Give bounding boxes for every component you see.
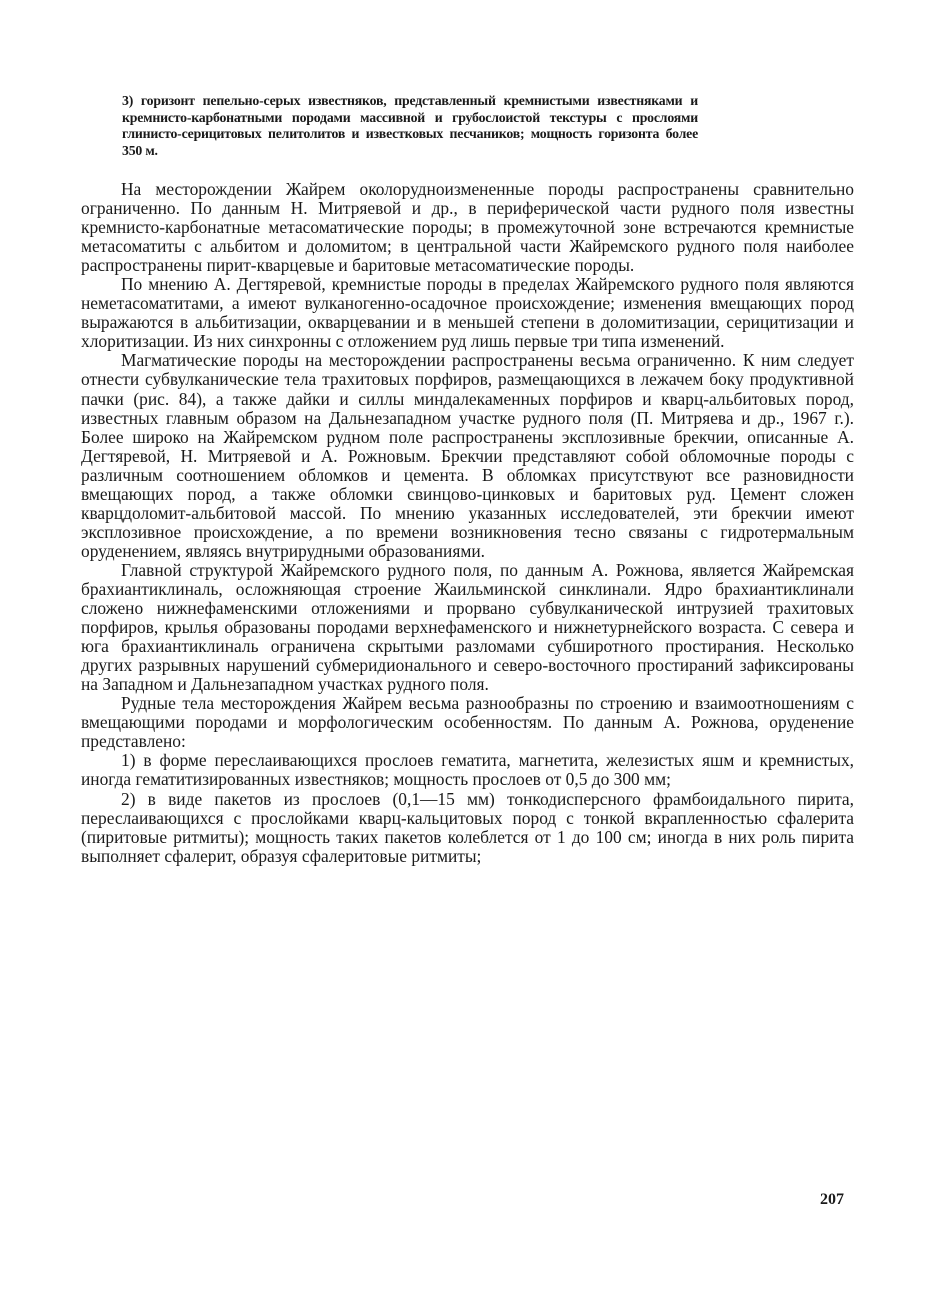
footnote-horizon-3: 3) горизонт пепельно-серых известняков, представленный кремнистыми известняками и кремнисто-карбонатными породами массивной и грубослоистой текстуры с прослоями глинисто-серицитовых пелитолитов и известковых песчаников; мощность горизонта более 350 м. xyxy=(122,93,698,158)
paragraph-degtyareva-opinion: По мнению А. Дегтяревой, кремнистые породы в пределах Жайремского рудного поля являются неметасоматитами, а имеют вулканогенно-осадочное происхождение; изменения вмещающих пород выражаются в альбитизации, окварцевании и в меньшей степени в доломитизации, серицитизации и хлоритизации. Из них синхронны с отложением руд лишь первые три типа изменений. xyxy=(81,274,854,352)
paragraph-magmatic-rocks: Магматические породы на месторождении распространены весьма ограниченно. К ним следует отнести субвулканические тела трахитовых порфиров, размещающихся в лежачем боку продуктивной пачки (рис. 84), а также дайки и силлы миндалекаменных порфиров и кварц-альбитовых пород, известных главным образом на Дальнезападном участке рудного поля (П. Митряева и др., 1967 г.). Более широко на Жайремском рудном поле распространены эксплозивные брекчии, описанные А. Дегтяревой, Н. Митряевой и А. Рожновым. Брекчии представляют собой обломочные породы с различным соотношением обломков и цемента. В обломках присутствуют все разновидности вмещающих пород, а также обломки свинцово-цинковых и баритовых руд. Цемент сложен кварцдоломит-альбитовой массой. По мнению указанных исследователей, эти брекчии имеют эксплозивное происхождение, а по времени возникновения тесно связаны с гидротермальным оруденением, являясь внутрирудными образованиями. xyxy=(81,350,854,561)
main-text xyxy=(81,180,854,866)
paragraph-alteration: На месторождении Жайрем околорудноизмененные породы распространены сравнительно ограниченно. По данным Н. Митряевой и др., в периферической части рудного поля известны кремнисто-карбонатные метасоматические породы; в промежуточной зоне встречаются кремнистые метасоматиты с альбитом и доломитом; в центральной части Жайремского рудного поля наиболее распространены пирит-кварцевые и баритовые метасоматические породы. xyxy=(81,179,854,276)
paragraph-ore-bodies: Рудные тела месторождения Жайрем весьма разнообразны по строению и взаимоотношениям с вмещающими породами и морфологическим особенностям. По данным А. Рожнова, оруденение представлено: xyxy=(81,693,854,752)
paragraph-structure: Главной структурой Жайремского рудного поля, по данным А. Рожнова, является Жайремская брахиантиклиналь, осложняющая строение Жаильминской синклинали. Ядро брахиантиклинали сложено нижнефаменскими отложениями и прорвано субвулканической интрузией трахитовых порфиров, крылья образованы породами верхнефаменского и нижнетурнейского возраста. С севера и юга брахиантиклиналь ограничена скрытыми разломами субширотного простирания. Несколько других разрывных нарушений субмеридионального и северо-восточного простираний зафиксированы на Западном и Дальнезападном участках рудного поля. xyxy=(81,559,854,695)
page-number: 207 xyxy=(820,1191,844,1208)
list-item-2: 2) в виде пакетов из прослоев (0,1—15 мм) тонкодисперсного фрамбоидального пирита, переслаивающихся с прослойками кварц-кальцитовых пород с тонкой вкрапленностью сфалерита (пиритовые ритмиты); мощность таких пакетов колеблется от 1 до 100 см; иногда в них роль пирита выполняет сфалерит, образуя сфалеритовые ритмиты; xyxy=(81,788,854,866)
list-item-1: 1) в форме переслаивающихся прослоев гематита, магнетита, железистых яшм и кремнистых, иногда гематитизированных известняков; мощность прослоев от 0,5 до 300 мм; xyxy=(81,750,854,790)
